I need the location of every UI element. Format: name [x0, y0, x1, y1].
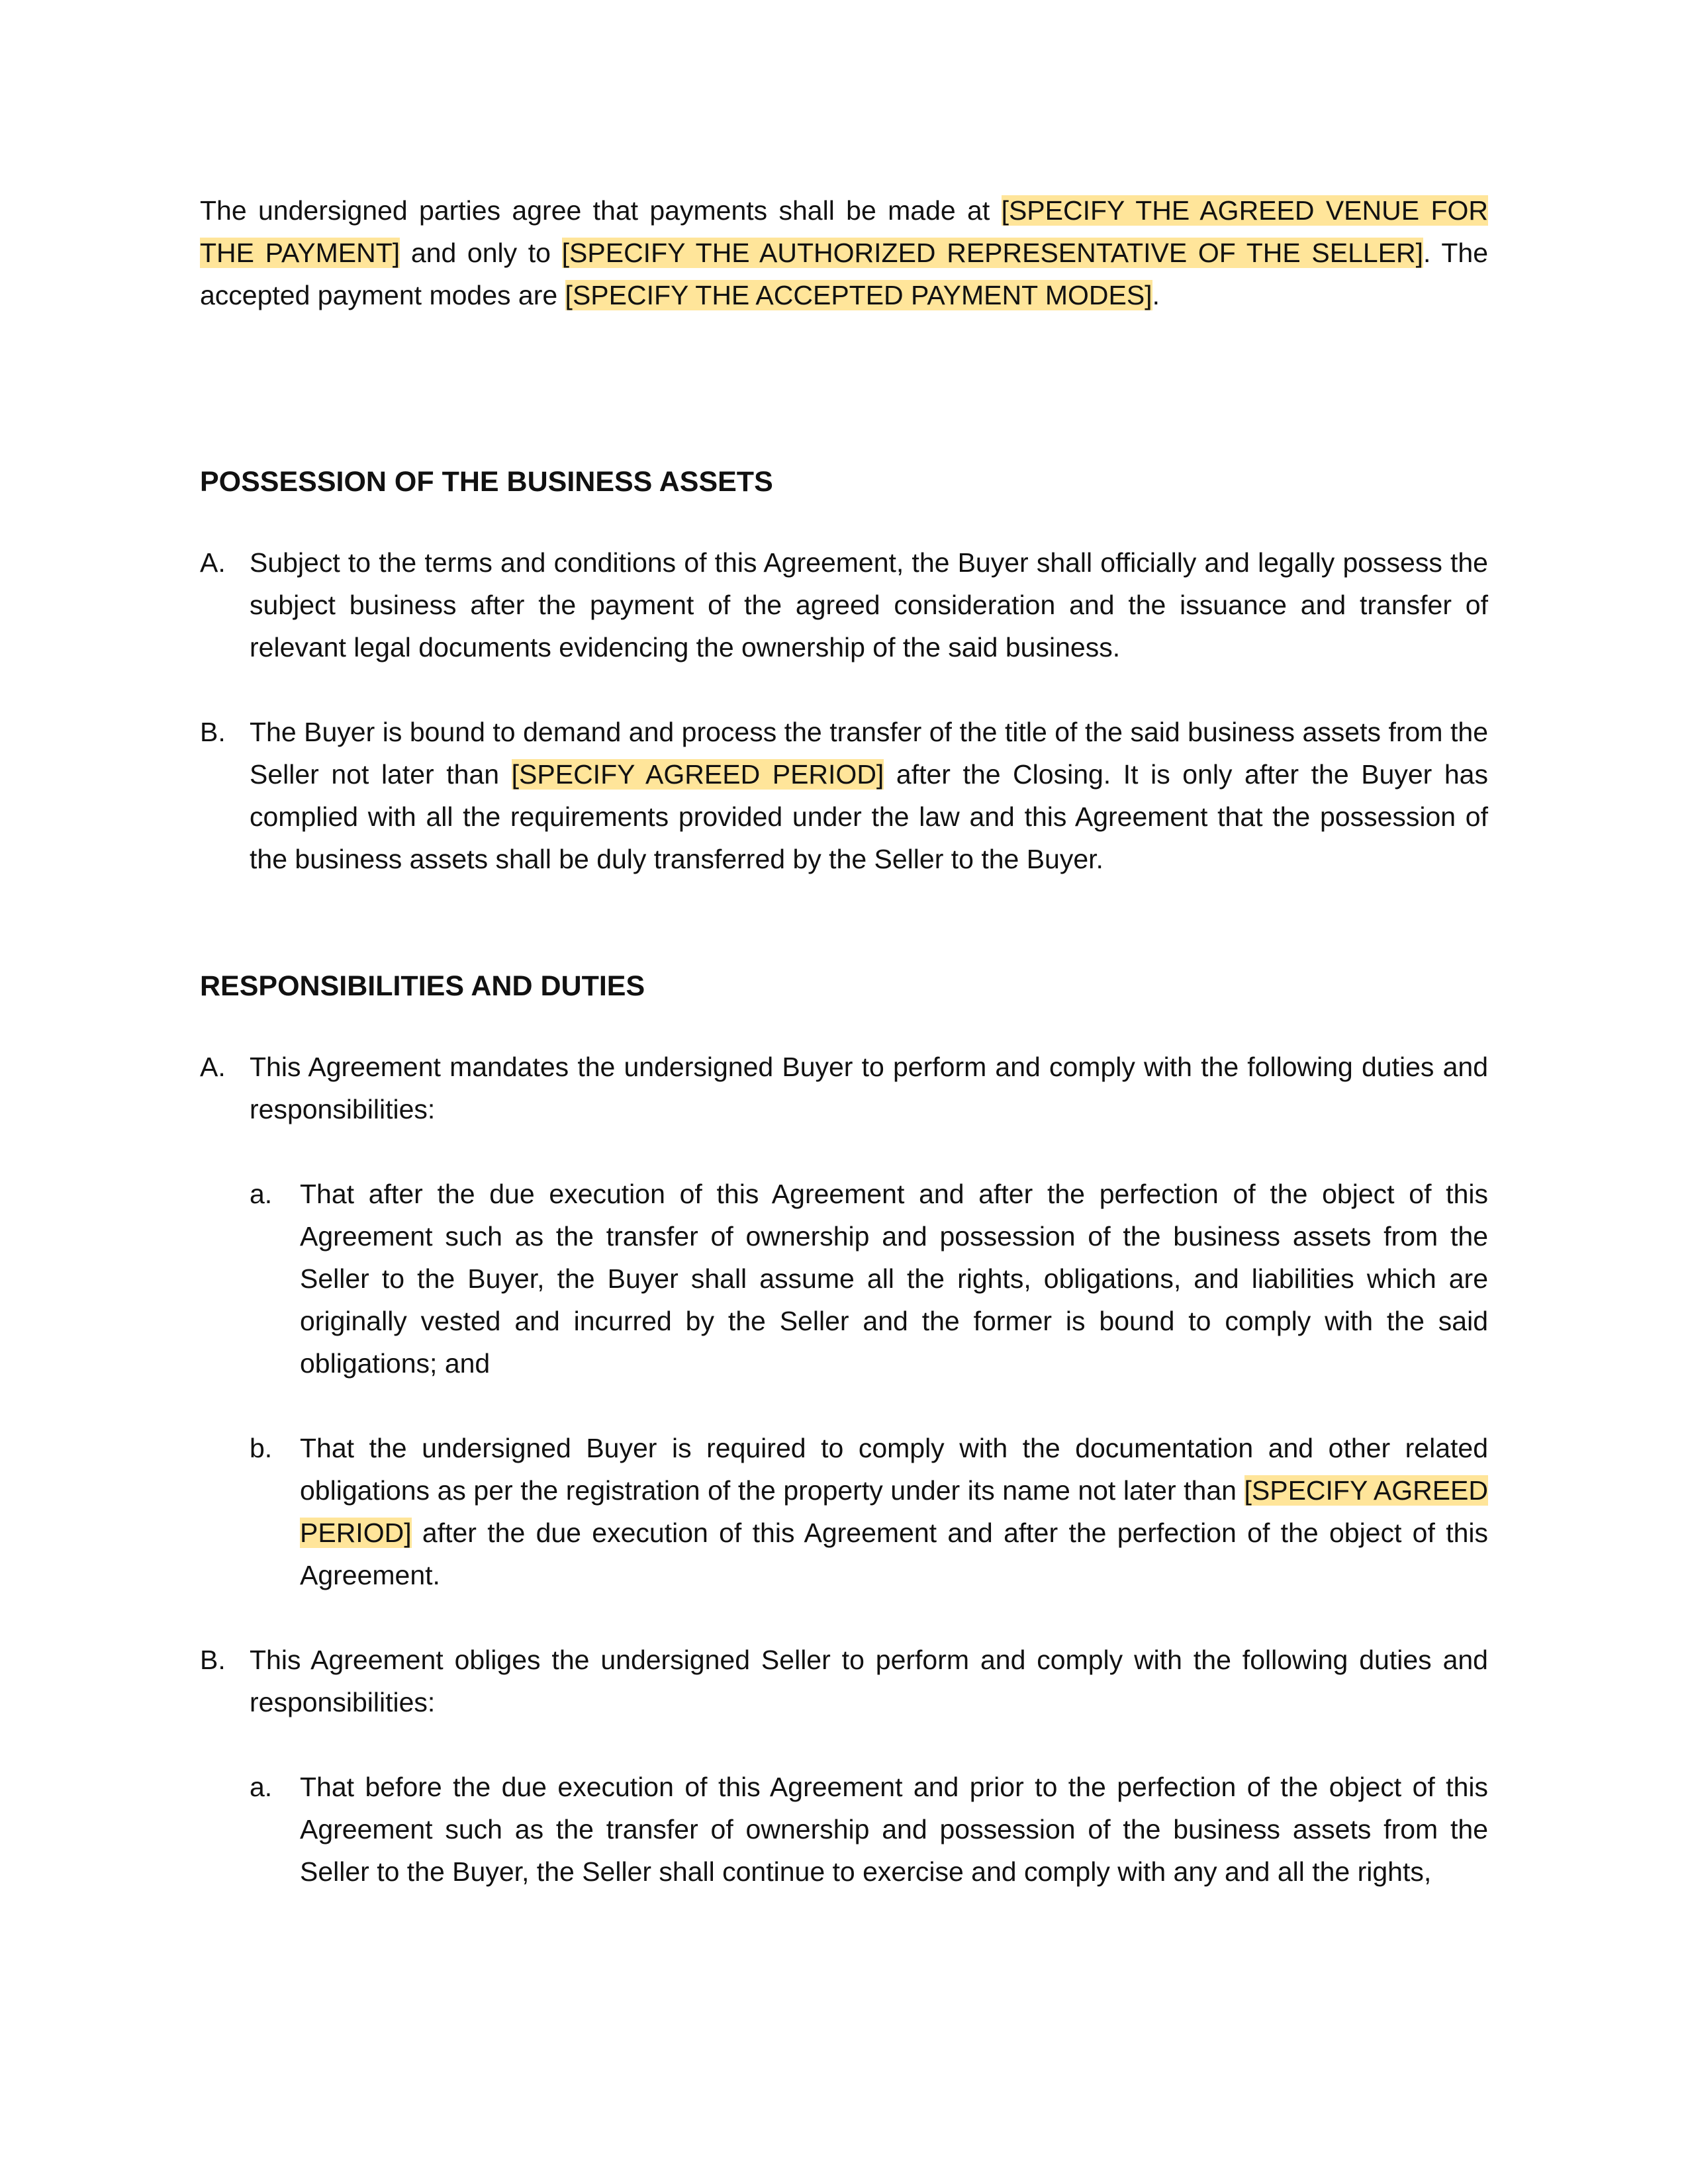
responsibilities-item-b: [200, 1639, 1488, 1723]
possession-item-b-text: [250, 711, 1488, 880]
seller-duty-a: [200, 1766, 1488, 1893]
responsibilities-heading: RESPONSIBILITIES AND DUTIES: [200, 970, 645, 1002]
venue-placeholder: [SPECIFY THE AGREED VENUE FOR THE PAYMENT]: [200, 195, 1488, 268]
representative-placeholder: [SPECIFY THE AUTHORIZED REPRESENTATIVE OF THE SELLER]: [561, 238, 1424, 268]
buyer-duty-b: [200, 1427, 1488, 1596]
possession-item-b-text-2: after the Closing. It is only after the Buyer has complied with all the requirements provided under the law and this Agreement that the possession of the business assets shall be duly transferred by the Seller to the Buyer.: [250, 759, 1488, 874]
list-marker: B.: [200, 1645, 226, 1675]
possession-heading: POSSESSION OF THE BUSINESS ASSETS: [200, 466, 773, 498]
list-marker: A.: [200, 547, 226, 578]
possession-item-a: [200, 541, 1488, 668]
sub-list-marker: b.: [250, 1433, 273, 1463]
buyer-duty-b-text-2: after the due execution of this Agreement and after the perfection of the object of this Agreement.: [300, 1518, 1488, 1590]
agreed-period-placeholder: [SPECIFY AGREED PERIOD]: [300, 1475, 1489, 1548]
possession-item-a-text: Subject to the terms and conditions of this Agreement, the Buyer shall officially and legally possess the subject business after the payment of the agreed consideration and the issuance and transfer of relevant legal documents evidencing the ownership of the said business.: [250, 547, 1488, 662]
buyer-duty-a-text: That after the due execution of this Agreement and after the perfection of the object of this Agreement such as the transfer of ownership and possession of the business assets from the Seller to the Buyer, the Buyer shall assume all the rights, obligations, and liabilities which are originally vested and incurred by the Seller and the former is bound to comply with the said obligations; and: [300, 1179, 1488, 1379]
list-marker: A.: [200, 1052, 226, 1082]
responsibilities-item-a-text: This Agreement mandates the undersigned Buyer to perform and comply with the following duties and responsibilities:: [250, 1052, 1488, 1124]
possession-item-b: [200, 711, 1488, 880]
possession-item-b-text-1: The Buyer is bound to demand and process the transfer of the title of the said business assets from the Seller not later than: [250, 717, 1488, 790]
payment-text-3: . The accepted payment modes are: [200, 238, 1488, 310]
buyer-duty-b-text: [300, 1427, 1488, 1596]
buyer-duty-b-text-1: That the undersigned Buyer is required to comply with the documentation and other related obligations as per the registration of the property under its name not later than: [300, 1433, 1488, 1506]
payment-modes-placeholder: [SPECIFY THE ACCEPTED PAYMENT MODES]: [565, 280, 1152, 310]
payment-text-4: .: [1152, 280, 1160, 310]
sub-list-marker: a.: [250, 1772, 273, 1802]
payment-text-1: The undersigned parties agree that payments shall be made at: [200, 195, 1002, 226]
responsibilities-item-a: [200, 1046, 1488, 1130]
sub-list-marker: a.: [250, 1179, 273, 1209]
agreed-period-placeholder: [SPECIFY AGREED PERIOD]: [511, 759, 884, 790]
seller-duty-a-text: That before the due execution of this Agreement and prior to the perfection of the object of this Agreement such as the transfer of ownership and possession of the business assets from the Seller to the Buyer, the Seller shall continue to exercise and comply with any and all the rights,: [300, 1772, 1488, 1887]
payment-paragraph: [200, 189, 1488, 316]
payment-text-2: and only to: [400, 238, 562, 268]
buyer-duty-a: [200, 1173, 1488, 1385]
responsibilities-item-b-text: This Agreement obliges the undersigned Seller to perform and comply with the following duties and responsibilities:: [250, 1645, 1488, 1717]
list-marker: B.: [200, 717, 226, 747]
